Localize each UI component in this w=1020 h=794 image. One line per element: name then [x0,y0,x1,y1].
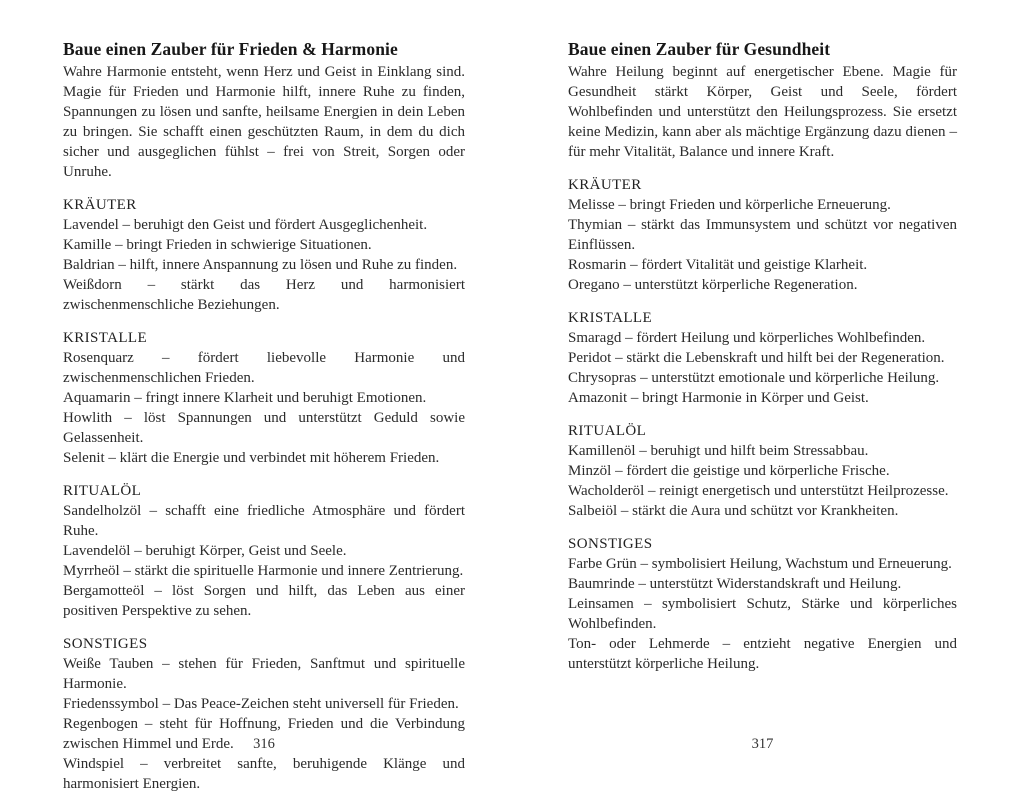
section-kraeuter [568,175,957,295]
section-sonstiges [63,634,465,794]
section-heading: SONSTIGES [568,536,653,552]
list-item: Baumrinde – unterstützt Widerstandskraft und Heilung. [568,576,902,592]
list-item: Amazonit – bringt Harmonie in Körper und Geist. [568,390,869,406]
section-heading: KRISTALLE [568,310,653,326]
list-item: Weißdorn – stärkt das Herz und harmonisiert zwischenmenschliche Beziehungen. [63,277,465,313]
list-item: Regenbogen – steht für Hoffnung, Frieden und die Verbindung zwischen Himmel und Erde. [63,716,465,752]
section-kraeuter [63,195,465,315]
list-item: Rosenquarz – fördert liebevolle Harmonie und zwischenmenschlichen Frieden. [63,350,465,386]
list-item: Bergamotteöl – löst Sorgen und hilft, das Leben aus einer positiven Perspektive zu sehen. [63,583,465,619]
list-item: Lavendelöl – beruhigt Körper, Geist und Seele. [63,543,347,559]
list-item: Myrrheöl – stärkt die spirituelle Harmonie und innere Zentrierung. [63,563,464,579]
list-item: Kamillenöl – beruhigt und hilft beim Stressabbau. [568,443,869,459]
list-item: Leinsamen – symbolisiert Schutz, Stärke und körperliches Wohlbefinden. [568,596,957,632]
section-sonstiges [568,534,957,674]
list-item: Smaragd – fördert Heilung und körperliches Wohlbefinden. [568,330,926,346]
list-item: Windspiel – verbreitet sanfte, beruhigende Klänge und harmonisiert Energien. [63,756,465,792]
list-item: Weiße Tauben – stehen für Frieden, Sanftmut und spirituelle Harmonie. [63,656,465,692]
list-item: Rosmarin – fördert Vitalität und geistige Klarheit. [568,257,868,273]
list-item: Farbe Grün – symbolisiert Heilung, Wachstum und Erneuerung. [568,556,952,572]
list-item: Sandelholzöl – schafft eine friedliche Atmosphäre und fördert Ruhe. [63,503,465,539]
list-item: Lavendel – beruhigt den Geist und fördert Ausgeglichenheit. [63,217,428,233]
list-item: Baldrian – hilft, innere Anspannung zu lösen und Ruhe zu finden. [63,257,458,273]
list-item: Melisse – bringt Frieden und körperliche Erneuerung. [568,197,891,213]
section-heading: KRÄUTER [63,197,137,213]
list-item: Kamille – bringt Frieden in schwierige Situationen. [63,237,372,253]
section-ritualoel [568,421,957,521]
section-heading: SONSTIGES [63,636,148,652]
page-number: 317 [751,736,774,752]
list-item: Peridot – stärkt die Lebenskraft und hilft bei der Regeneration. [568,350,945,366]
list-item: Minzöl – fördert die geistige und körperliche Frische. [568,463,890,479]
list-item: Salbeiöl – stärkt die Aura und schützt vor Krankheiten. [568,503,899,519]
page-number: 316 [253,736,275,752]
page-title: Baue einen Zauber für Frieden & Harmonie [63,39,398,59]
list-item: Oregano – unterstützt körperliche Regeneration. [568,277,858,293]
section-ritualoel [63,481,465,621]
section-kristalle [568,308,957,408]
page-left [63,38,465,792]
list-item: Wacholderöl – reinigt energetisch und unterstützt Heilprozesse. [568,483,949,499]
list-item: Howlith – löst Spannungen und unterstützt Geduld sowie Gelassenheit. [63,410,465,446]
list-item: Chrysopras – unterstützt emotionale und körperliche Heilung. [568,370,940,386]
list-item: Ton- oder Lehmerde – entzieht negative Energien und unterstützt körperliche Heilung. [568,636,957,672]
list-item: Selenit – klärt die Energie und verbindet mit höherem Frieden. [63,450,440,466]
list-item: Aquamarin – fringt innere Klarheit und beruhigt Emotionen. [63,390,427,406]
page-right [568,38,957,760]
section-heading: KRISTALLE [63,330,148,346]
section-heading: RITUALÖL [63,483,142,499]
section-kristalle [63,328,465,468]
intro-paragraph: Wahre Heilung beginnt auf energetischer Ebene. Magie für Gesundheit stärkt Körper, Geist und Seele, fördert Wohlbefinden und unterstützt den Heilungsprozess. Sie ersetzt keine Medizin, kann aber als mächtige Ergänzung dazu dienen – für mehr Vitalität, Balance und innere Kraft. [568,64,957,160]
section-heading: KRÄUTER [568,177,642,193]
intro-paragraph: Wahre Harmonie entsteht, wenn Herz und Geist in Einklang sind. Magie für Frieden und Harmonie hilft, innere Ruhe zu finden, Spannungen zu lösen und sanfte, heilsame Energien in dein Leben zu bringen. Sie schafft einen geschützten Raum, in dem du dich sicher und ausgeglichen fühlst – frei von Streit, Sorgen oder Unruhe. [63,64,465,180]
list-item: Thymian – stärkt das Immunsystem und schützt vor negativen Einflüssen. [568,217,957,253]
page-title: Baue einen Zauber für Gesundheit [568,39,831,59]
section-heading: RITUALÖL [568,423,647,439]
list-item: Friedenssymbol – Das Peace-Zeichen steht universell für Frieden. [63,696,459,712]
